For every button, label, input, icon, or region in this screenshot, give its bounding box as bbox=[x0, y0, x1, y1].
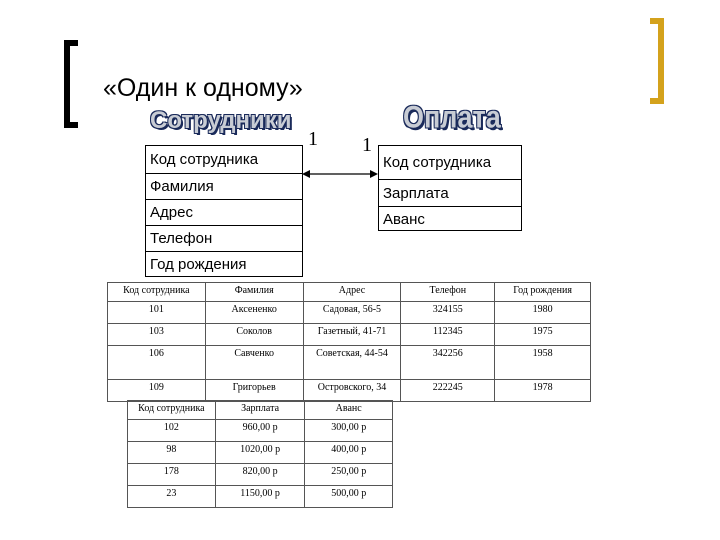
column-header: Аванс bbox=[305, 401, 393, 420]
column-header: Фамилия bbox=[205, 283, 303, 302]
table-cell: 250,00 р bbox=[305, 464, 393, 486]
relationship-arrow-icon bbox=[302, 168, 378, 180]
table-cell: 178 bbox=[128, 464, 216, 486]
payment-table bbox=[127, 400, 393, 508]
column-header: Год рождения bbox=[495, 283, 591, 302]
table-cell: 300,00 р bbox=[305, 420, 393, 442]
table-cell: 103 bbox=[108, 324, 206, 346]
table-row bbox=[128, 442, 393, 464]
payment-field-list bbox=[378, 145, 522, 231]
payment-field: Аванс bbox=[379, 206, 521, 231]
table-cell: 222245 bbox=[401, 380, 495, 402]
payment-entity-title: Оплата bbox=[403, 100, 501, 135]
column-header: Зарплата bbox=[215, 401, 305, 420]
table-header-row bbox=[108, 283, 591, 302]
employees-field-list bbox=[145, 145, 303, 277]
table-cell: 342256 bbox=[401, 346, 495, 380]
table-cell: 1975 bbox=[495, 324, 591, 346]
table-cell: 960,00 р bbox=[215, 420, 305, 442]
payment-field: Зарплата bbox=[379, 179, 521, 206]
table-row bbox=[128, 486, 393, 508]
table-cell: 1020,00 р bbox=[215, 442, 305, 464]
table-cell: 1958 bbox=[495, 346, 591, 380]
table-cell: 102 bbox=[128, 420, 216, 442]
table-cell: Советская, 44-54 bbox=[303, 346, 401, 380]
employees-field: Год рождения bbox=[146, 251, 302, 277]
employees-table bbox=[107, 282, 591, 402]
table-cell: Григорьев bbox=[205, 380, 303, 402]
table-cell: 1150,00 р bbox=[215, 486, 305, 508]
table-cell: Савченко bbox=[205, 346, 303, 380]
right-bracket-decoration bbox=[650, 18, 664, 104]
right-cardinality: 1 bbox=[362, 134, 372, 156]
left-bracket-decoration bbox=[64, 40, 78, 128]
table-row bbox=[108, 302, 591, 324]
table-cell: 23 bbox=[128, 486, 216, 508]
slide-title: «Один к одному» bbox=[103, 74, 303, 102]
table-row bbox=[128, 420, 393, 442]
employees-entity-title: Сотрудники bbox=[150, 107, 292, 134]
table-row bbox=[108, 346, 591, 380]
employees-field: Фамилия bbox=[146, 173, 302, 199]
table-cell: 820,00 р bbox=[215, 464, 305, 486]
table-cell: 101 bbox=[108, 302, 206, 324]
table-row bbox=[108, 324, 591, 346]
table-cell: 112345 bbox=[401, 324, 495, 346]
table-cell: 1978 bbox=[495, 380, 591, 402]
table-row bbox=[108, 380, 591, 402]
table-cell: Газетный, 41-71 bbox=[303, 324, 401, 346]
table-cell: 98 bbox=[128, 442, 216, 464]
employees-field: Адрес bbox=[146, 199, 302, 225]
table-cell: 1980 bbox=[495, 302, 591, 324]
table-cell: 500,00 р bbox=[305, 486, 393, 508]
table-cell: 106 bbox=[108, 346, 206, 380]
payment-field: Код сотрудника bbox=[383, 154, 492, 171]
table-cell: Садовая, 56-5 bbox=[303, 302, 401, 324]
employees-field: Телефон bbox=[146, 225, 302, 251]
table-cell: Соколов bbox=[205, 324, 303, 346]
table-cell: Островского, 34 bbox=[303, 380, 401, 402]
table-header-row bbox=[128, 401, 393, 420]
left-cardinality: 1 bbox=[308, 128, 318, 150]
table-cell: 400,00 р bbox=[305, 442, 393, 464]
column-header: Адрес bbox=[303, 283, 401, 302]
column-header: Код сотрудника bbox=[128, 401, 216, 420]
table-row bbox=[128, 464, 393, 486]
column-header: Телефон bbox=[401, 283, 495, 302]
employees-field: Код сотрудника bbox=[150, 151, 259, 168]
table-cell: 324155 bbox=[401, 302, 495, 324]
table-cell: Аксененко bbox=[205, 302, 303, 324]
table-cell: 109 bbox=[108, 380, 206, 402]
column-header: Код сотрудника bbox=[108, 283, 206, 302]
